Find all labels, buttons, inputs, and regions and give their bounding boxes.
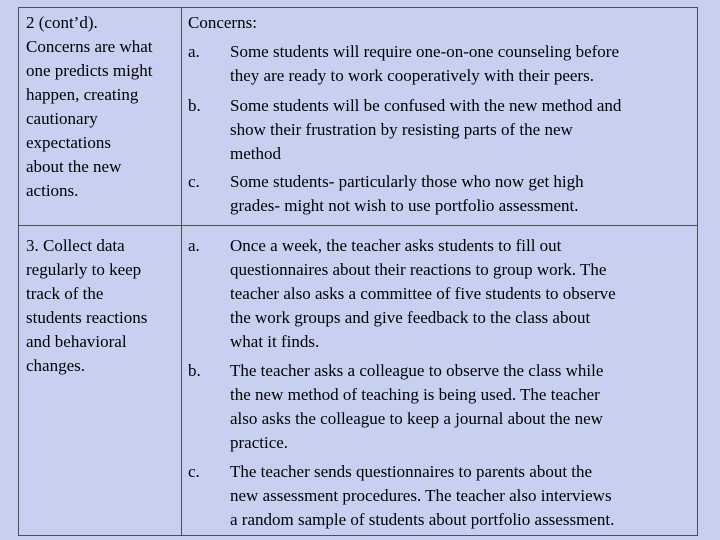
item-line: Some students will require one-on-one counseling before <box>230 42 620 61</box>
step-line: 3. Collect data <box>26 236 125 255</box>
item-marker: c. <box>188 462 200 481</box>
step-line: about the new <box>26 157 122 176</box>
item-line: new assessment procedures. The teacher also interviews <box>230 486 612 505</box>
item-line: what it finds. <box>230 332 320 351</box>
item-text <box>230 359 696 455</box>
item-text <box>230 234 696 354</box>
step-line: and behavioral <box>26 332 127 351</box>
item-line: Some students- particularly those who now get high <box>230 172 584 191</box>
step-line: expectations <box>26 133 111 152</box>
item-text <box>230 94 696 166</box>
row-divider <box>19 225 697 226</box>
content-table <box>18 7 698 536</box>
step-line: students reactions <box>26 308 148 327</box>
concerns-heading: Concerns: <box>188 13 257 32</box>
item-text <box>230 40 696 88</box>
step-cell-1 <box>26 11 153 203</box>
step-line: cautionary <box>26 109 98 128</box>
item-line: questionnaires about their reactions to group work. The <box>230 260 607 279</box>
item-line: they are ready to work cooperatively with their peers. <box>230 66 594 85</box>
item-marker: a. <box>188 236 200 255</box>
step-line: actions. <box>26 181 79 200</box>
item-marker: a. <box>188 42 200 61</box>
item-marker: b. <box>188 96 201 115</box>
item-line: the new method of teaching is being used. The teacher <box>230 385 600 404</box>
step-line: regularly to keep <box>26 260 142 279</box>
item-text <box>230 460 696 532</box>
item-line: a random sample of students about portfolio assessment. <box>230 510 615 529</box>
item-line: The teacher asks a colleague to observe the class while <box>230 361 604 380</box>
item-text <box>230 170 696 218</box>
column-divider <box>181 8 182 535</box>
step-line: track of the <box>26 284 104 303</box>
item-line: Some students will be confused with the new method and <box>230 96 622 115</box>
step-line: Concerns are what <box>26 37 153 56</box>
item-line: The teacher sends questionnaires to parents about the <box>230 462 593 481</box>
item-marker: b. <box>188 361 201 380</box>
step-line: happen, creating <box>26 85 139 104</box>
item-line: grades- might not wish to use portfolio assessment. <box>230 196 579 215</box>
step-line: one predicts might <box>26 61 153 80</box>
step-line: 2 (cont’d). <box>26 13 98 32</box>
item-marker: c. <box>188 172 200 191</box>
item-line: practice. <box>230 433 289 452</box>
item-line: teacher also asks a committee of five students to observe <box>230 284 616 303</box>
item-line: Once a week, the teacher asks students to fill out <box>230 236 562 255</box>
item-line: show their frustration by resisting parts of the new <box>230 120 573 139</box>
step-line: changes. <box>26 356 86 375</box>
step-cell-2 <box>26 234 147 378</box>
item-line: also asks the colleague to keep a journal about the new <box>230 409 603 428</box>
item-line: the work groups and give feedback to the class about <box>230 308 591 327</box>
item-line: method <box>230 144 281 163</box>
